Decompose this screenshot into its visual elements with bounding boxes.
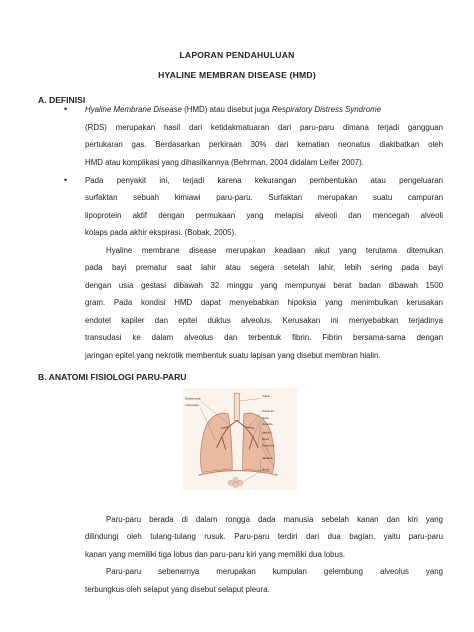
trachea-shape <box>234 393 239 420</box>
section-b-heading: B. ANATOMI FISIOLOGI PARU-PARU <box>38 372 187 382</box>
paragraph-line: Paru-paru berada di dalam rongga dada manusia sebelah kanan dan kiri yang <box>106 515 443 524</box>
report-title: LAPORAN PENDAHULUAN <box>179 50 295 60</box>
lung-anatomy-figure <box>152 388 328 490</box>
paragraph-line: terbungkus oleh selaput yang disebut selaput pleura. <box>85 585 270 594</box>
definition-line: lipoprotein aktif dengan permukaan yang melapisi alveoli dan mencegah alveoli <box>85 211 443 220</box>
label-bronkus-kanan: Bronkus kanan <box>185 398 201 401</box>
section-a-heading: A. DEFINISI <box>38 95 86 105</box>
label-bronkiolus: bronkiolus <box>262 424 273 427</box>
report-subtitle: HYALINE MEMBRAN DISEASE (HMD) <box>158 70 316 80</box>
label-bronki: bronki <box>262 418 269 421</box>
paragraph-line: dengan usia gestasi dibawah 32 minggu yang mempunyai berat badan dibawah 1500 <box>85 281 443 290</box>
paragraph-line: Hyaline membrane disease merupakan keadaan akut yang terutama ditemukan <box>106 246 443 255</box>
label-lobus-kanan: Lobus kanan <box>185 405 199 408</box>
definition-line: surfaktan sebuah kimiawi paru-paru. Surfaktan merupakan suatu campuran <box>85 193 443 202</box>
bullet-marker: • <box>64 175 68 185</box>
definition-line: Pada penyakit ini, terjadi karena kekurangan pembentukan atau pengeluaran <box>85 176 443 185</box>
label-bronkus-kiri: bronkus kiri <box>262 411 274 414</box>
label-pleural-fluid: Pleural fluid <box>262 445 275 448</box>
label-pleura: Pleura <box>262 438 269 441</box>
term-hmd: Hyaline Membrane Disease <box>85 105 182 114</box>
bullet-marker: • <box>64 104 68 114</box>
label-alveoli: Alveoli <box>262 469 269 472</box>
term-rds: Respiratory Distress Syndrome <box>271 105 382 114</box>
label-diafragma: diafragma <box>262 457 273 460</box>
paragraph-line: gram. Pada kondisi HMD dapat menyebabkan hipoksia yang menimbulkan kerusakan <box>85 298 443 307</box>
definition-line: (RDS) merupakan hasil dari ketidakmatuaran dari paru-paru dimana terjadi gangguan <box>85 123 443 132</box>
label-trakea: Trakea <box>262 396 270 399</box>
definition-line <box>85 105 381 115</box>
definition-line: pertukaran gas. Berdasarkan perkiraan 30% dari kematian neonatus diakibatkan oleh <box>85 140 443 149</box>
paragraph-line: kanan yang memiliki tiga lobus dan paru-paru kiri yang memiliki dua lobus. <box>85 550 346 559</box>
paragraph-line: Paru-paru sebenarnya merupakan kumpulan gelembung alveolus yang <box>106 567 443 576</box>
paragraph-line: transudasi ke dalam alveolus dan terbentuk fibrin. Fibrin bersama-sama dengan <box>85 333 443 342</box>
paragraph-line: jaringan epitel yang nekrotik membentuk suatu lapisan yang disebut membran hialin. <box>85 351 381 360</box>
label-lobus-kiri: lobus kiri <box>262 432 272 435</box>
definition-line: HMD atau komplikasi yang dihasilkannya (Behrman, 2004 didalam Leifer 2007). <box>85 158 364 167</box>
paragraph-line: pada bayi prematur saat lahir atau segera setelah lahir, lebih sering pada bayi <box>85 263 443 272</box>
paragraph-line: dilindungi oleh tulang-tulang rusuk. Paru-paru terdiri dari dua bagian, yaitu paru-paru <box>85 532 443 541</box>
definition-text: (HMD) atau disebut juga <box>181 105 272 114</box>
paragraph-line: endotel kapiler dan epitel duktus alveolus. Kerusakan ini menyebabkan terjadinya <box>85 316 443 325</box>
definition-line: kolaps pada akhir ekspirasi. (Bobak, 2005). <box>85 228 237 237</box>
